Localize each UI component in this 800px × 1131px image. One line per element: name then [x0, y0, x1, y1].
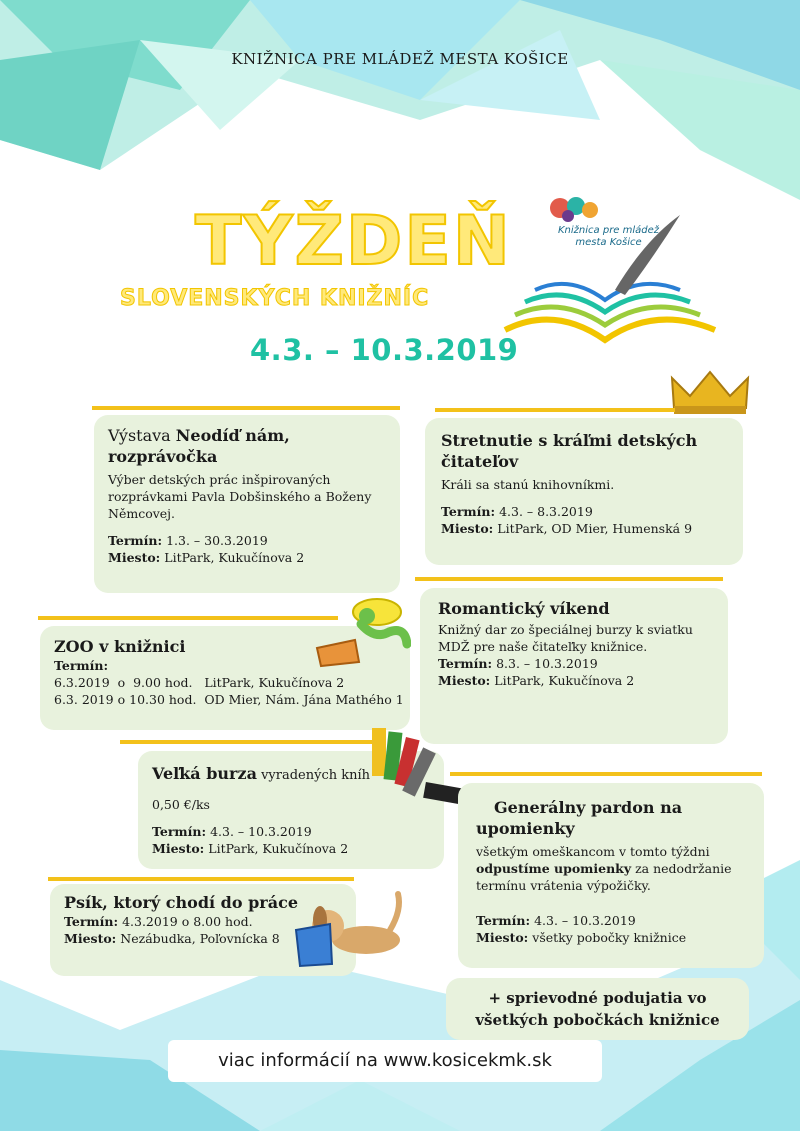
- library-name: KNIŽNICA PRE MLÁDEŽ MESTA KOŠICE: [231, 50, 569, 68]
- event-term: Termín:: [54, 658, 109, 673]
- event-term: Termín: 8.3. – 10.3.2019: [438, 656, 598, 671]
- event-title: Psík, ktorý chodí do práce: [64, 893, 299, 912]
- divider-bar: [415, 577, 723, 581]
- event-card-vystava: [94, 415, 400, 593]
- event-title: Generálny pardon na upomienky: [476, 798, 683, 838]
- event-place: Miesto: Nezábudka, Poľovnícka 8: [64, 931, 280, 946]
- event-title: Romantický víkend: [438, 599, 610, 618]
- event-place: Miesto: LitPark, Kukučínova 2: [152, 841, 349, 856]
- crown-icon: [668, 368, 752, 418]
- event-term: Termín: 4.3. – 10.3.2019: [152, 824, 312, 839]
- event-price: 0,50 €/ks: [152, 797, 210, 812]
- event-place: Miesto: všetky pobočky knižnice: [476, 930, 687, 945]
- event-description: Výber detských prác inšpirovaných rozprávkami Pavla Dobšinského a Boženy Němcovej.: [108, 472, 372, 521]
- event-term: Termín: 4.3.2019 o 8.00 hod.: [64, 914, 253, 929]
- divider-bar: [38, 616, 338, 620]
- hero-subtitle: SLOVENSKÝCH KNIŽNÍC: [120, 286, 430, 311]
- event-card-stretnutie: [425, 418, 743, 565]
- divider-bar: [120, 740, 378, 744]
- divider-bar: [435, 408, 675, 412]
- event-title: Stretnutie s kráľmi detských čitateľov: [441, 431, 698, 471]
- hero-dates: 4.3. – 10.3.2019: [250, 333, 519, 367]
- bookworm-icon: [315, 596, 411, 668]
- event-card-pardon: [458, 783, 764, 968]
- extra-events-card: [446, 978, 749, 1040]
- logo-text: Knižnica pre mládež mesta Košice: [558, 225, 660, 248]
- event-term: Termín: 4.3. – 10.3.2019: [476, 913, 636, 928]
- reading-dog-icon: [290, 890, 408, 970]
- event-title: Výstava Neodíď nám, rozprávočka: [108, 426, 290, 466]
- divider-bar: [92, 406, 400, 410]
- event-title: ZOO v knižnici: [54, 637, 186, 656]
- event-schedule-line: 6.3.2019 o 9.00 hod. LitPark, Kukučínova 2: [54, 675, 345, 690]
- event-description: všetkým omeškancom v tomto týždni odpustíme upomienky za nedodržanie termínu vrátenia výpožičky.: [476, 844, 732, 893]
- event-description: Králi sa stanú knihovníkmi.: [441, 477, 615, 492]
- event-title: Veľká burza vyradených kníh: [152, 764, 371, 783]
- divider-bar: [48, 877, 354, 881]
- event-schedule-line: 6.3. 2019 o 10.30 hod. OD Mier, Nám. Jána Mathého 1: [54, 692, 404, 707]
- event-term: Termín: 1.3. – 30.3.2019: [108, 533, 268, 548]
- event-place: Miesto: LitPark, Kukučínova 2: [108, 550, 305, 565]
- divider-bar: [450, 772, 762, 776]
- event-place: Miesto: LitPark, Kukučínova 2: [438, 673, 635, 688]
- footer-website[interactable]: viac informácií na www.kosicekmk.sk: [168, 1040, 602, 1082]
- extra-events-text: + sprievodné podujatia vo všetkých pobočkách knižnice: [475, 989, 720, 1029]
- event-place: Miesto: LitPark, OD Mier, Humenská 9: [441, 521, 693, 536]
- open-book-quill-icon: [495, 210, 725, 360]
- event-term: Termín: 4.3. – 8.3.2019: [441, 504, 593, 519]
- event-description: Knižný dar zo špeciálnej burzy k sviatku MDŽ pre naše čitateľky knižnice.: [438, 622, 693, 654]
- event-card-romanticky: [420, 588, 728, 744]
- hero-title: TÝŽDEŇ: [195, 202, 512, 281]
